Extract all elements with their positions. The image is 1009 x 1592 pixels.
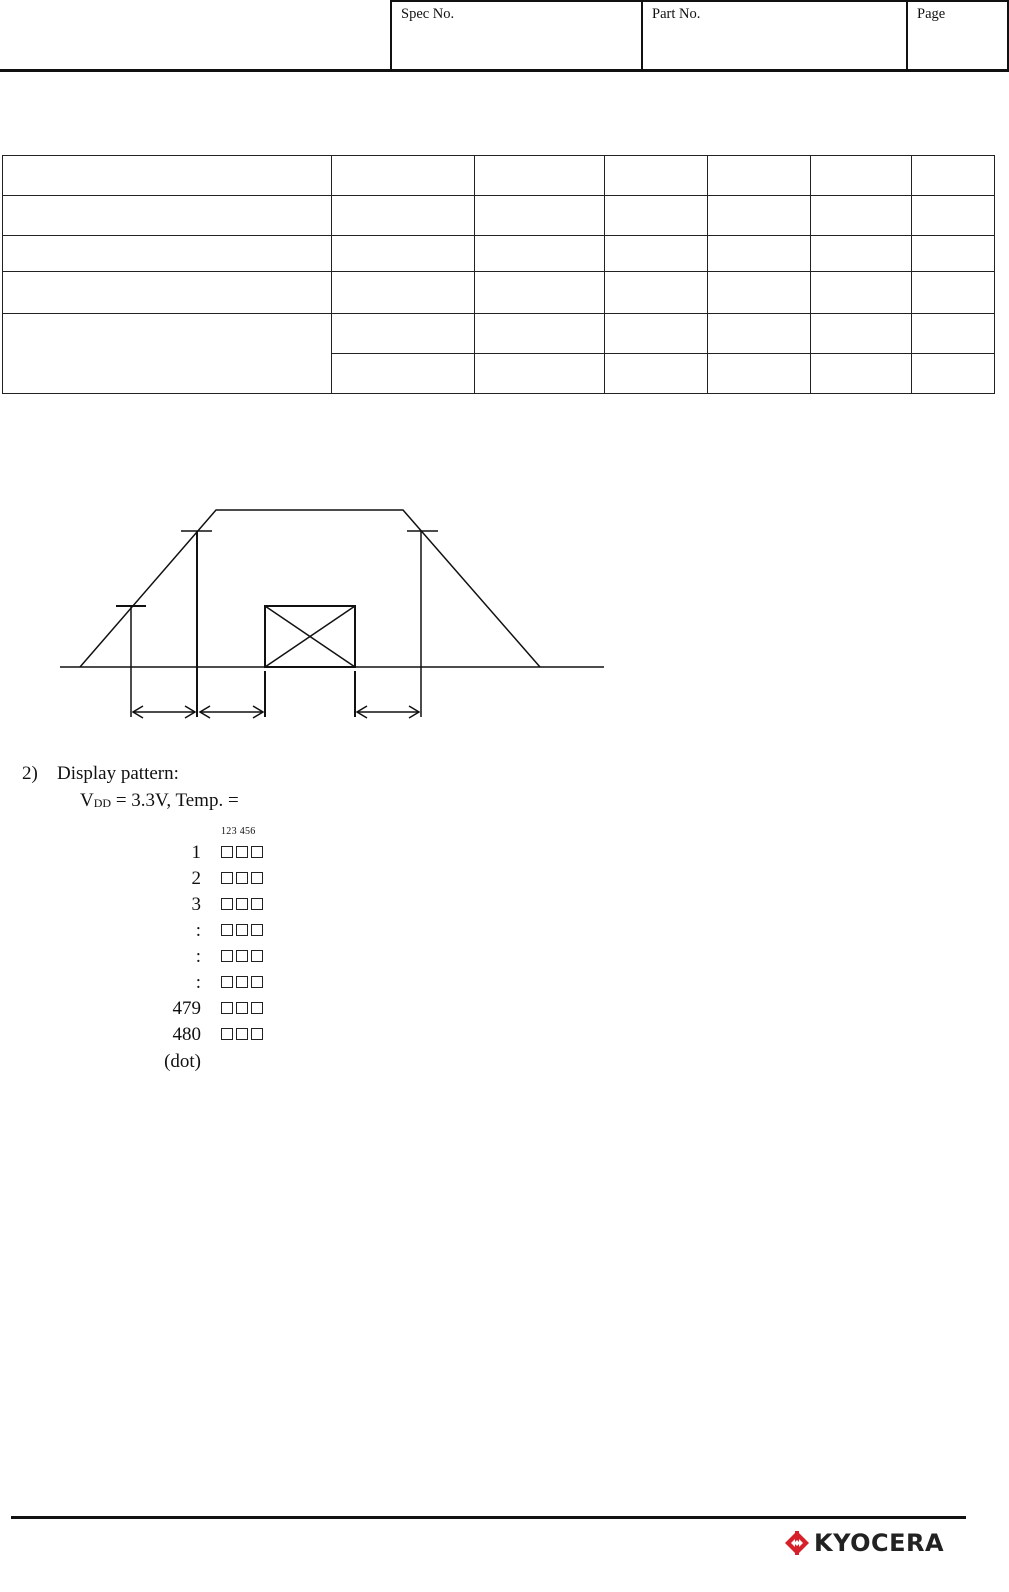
pattern-row [0, 946, 300, 972]
table-row [3, 156, 995, 196]
pixel-cell [251, 846, 263, 858]
spec-no-label: Spec No. [401, 6, 455, 22]
spec-no-box [390, 0, 643, 70]
table-cell [3, 272, 332, 314]
section-number: 2) [22, 763, 38, 784]
table-cell [708, 156, 811, 196]
table-cell [811, 314, 912, 354]
pattern-row [0, 920, 300, 946]
table-cell [708, 236, 811, 272]
pixel-cell [251, 1028, 263, 1040]
table-cell [811, 196, 912, 236]
table-cell [811, 236, 912, 272]
table-cell [3, 236, 332, 272]
test-condition [80, 790, 239, 812]
table-cell [475, 156, 605, 196]
table-cell [332, 272, 475, 314]
table-cell [3, 196, 332, 236]
table-cell [912, 314, 995, 354]
pixel-cell [221, 1002, 233, 1014]
waveform-pulse [80, 510, 540, 667]
table-cell [605, 314, 708, 354]
row-label: 1 [191, 842, 201, 863]
table-cell [912, 236, 995, 272]
pixel-cells [221, 846, 263, 858]
display-pattern-title [22, 763, 179, 785]
pixel-cells [221, 924, 263, 936]
row-label: : [195, 972, 201, 993]
pixel-cell [221, 924, 233, 936]
pixel-cell [221, 1028, 233, 1040]
pixel-cell [236, 846, 248, 858]
row-label: : [195, 946, 201, 967]
table-cell [332, 196, 475, 236]
table-cell [475, 314, 605, 354]
table-cell [332, 156, 475, 196]
pixel-cell [251, 976, 263, 988]
footer-rule [11, 1516, 966, 1519]
pattern-row [0, 842, 300, 868]
row-label: 480 [172, 1024, 201, 1045]
condition-symbol: V [80, 790, 94, 811]
pixel-cell [221, 976, 233, 988]
table-cell [912, 354, 995, 394]
pattern-row [0, 1024, 300, 1050]
pixel-cell [236, 1002, 248, 1014]
table-cell [912, 272, 995, 314]
unit-label: (dot) [164, 1051, 201, 1072]
pixel-cells [221, 1002, 263, 1014]
row-label: 479 [172, 998, 201, 1019]
table-cell [332, 236, 475, 272]
row-label: : [195, 920, 201, 941]
pixel-cell [251, 872, 263, 884]
pixel-cells [221, 872, 263, 884]
page-label: Page [917, 6, 946, 22]
table-cell [3, 314, 332, 394]
page-box [906, 0, 1009, 70]
pattern-row [0, 868, 300, 894]
table-row [3, 314, 995, 354]
pixel-cells [221, 898, 263, 910]
pixel-cell [221, 898, 233, 910]
table-cell [912, 196, 995, 236]
condition-text: = 3.3V, Temp. = [111, 790, 239, 811]
pixel-cell [221, 872, 233, 884]
table-cell [3, 156, 332, 196]
table-cell [475, 272, 605, 314]
table-cell [332, 314, 475, 354]
pixel-cell [221, 950, 233, 962]
pixel-cell [236, 1028, 248, 1040]
header-rule [0, 69, 1009, 72]
table-cell [475, 196, 605, 236]
table-cell [708, 314, 811, 354]
part-no-box [641, 0, 908, 70]
table-cell [605, 354, 708, 394]
timing-waveform-diagram [0, 495, 620, 725]
table-cell [708, 272, 811, 314]
pattern-column-header: 123 456 [221, 826, 256, 837]
table-cell [912, 156, 995, 196]
table-cell [708, 354, 811, 394]
table-row [3, 196, 995, 236]
table-cell [605, 156, 708, 196]
pattern-row [0, 894, 300, 920]
section-title: Display pattern: [57, 763, 179, 784]
spec-table [2, 155, 995, 394]
table-cell [605, 236, 708, 272]
table-row [3, 272, 995, 314]
table-cell [332, 354, 475, 394]
pixel-cell [251, 924, 263, 936]
brand-name: KYOCERA [814, 1529, 945, 1557]
row-label: 3 [191, 894, 201, 915]
table-row [3, 236, 995, 272]
pixel-cell [221, 846, 233, 858]
pixel-cells [221, 976, 263, 988]
pixel-cell [251, 898, 263, 910]
pixel-cell [236, 976, 248, 988]
table-cell [811, 272, 912, 314]
pixel-cell [236, 924, 248, 936]
pixel-cells [221, 950, 263, 962]
table-cell [811, 156, 912, 196]
table-cell [605, 196, 708, 236]
table-cell [475, 236, 605, 272]
pixel-cells [221, 1028, 263, 1040]
row-label: 2 [191, 868, 201, 889]
table-cell [708, 196, 811, 236]
table-cell [475, 354, 605, 394]
table-cell [605, 272, 708, 314]
pattern-row [0, 998, 300, 1024]
condition-subscript: DD [93, 796, 112, 810]
pixel-cell [236, 872, 248, 884]
pixel-cell [236, 950, 248, 962]
part-no-label: Part No. [652, 6, 701, 22]
pattern-row [0, 972, 300, 998]
kyocera-logo [784, 1529, 944, 1557]
pixel-cell [251, 950, 263, 962]
pixel-cell [251, 1002, 263, 1014]
pixel-cell [236, 898, 248, 910]
table-cell [811, 354, 912, 394]
kyocera-logo-icon [784, 1530, 810, 1556]
